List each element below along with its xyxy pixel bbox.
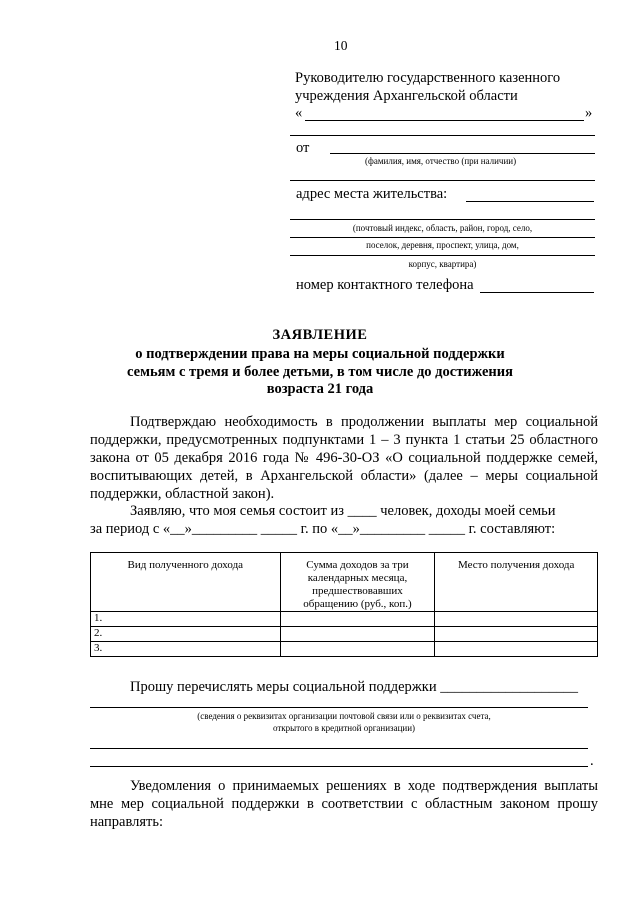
header-income-type: Вид полученного дохода <box>91 553 281 612</box>
quote-open: « <box>295 105 303 121</box>
transfer-hint-1: (сведения о реквизитах организации почтовой связи или о реквизитах счета, <box>197 711 491 721</box>
table-cell[interactable] <box>280 642 435 657</box>
addressee-underline <box>290 135 595 136</box>
address-hint-1: (почтовый индекс, область, район, город, село, <box>352 223 533 233</box>
title-line-2: семьям с тремя и более детьми, в том числе до достижения <box>127 364 513 380</box>
table-cell[interactable] <box>435 612 598 627</box>
address-line-1[interactable] <box>466 201 594 202</box>
transfer-details-line-3[interactable] <box>90 766 588 767</box>
transfer-hint-2: открытого в кредитной организации) <box>272 723 416 733</box>
table-cell[interactable] <box>280 627 435 642</box>
income-table <box>90 552 598 657</box>
transfer-details-line-1[interactable] <box>90 707 588 708</box>
from-name-line[interactable] <box>330 153 595 154</box>
transfer-details-line-2[interactable] <box>90 748 588 749</box>
table-cell[interactable] <box>435 627 598 642</box>
institution-name-line[interactable] <box>305 120 584 121</box>
document-title: ЗАЯВЛЕНИЕ <box>272 327 368 343</box>
title-line-1: о подтверждении права на меры социальной поддержки <box>135 346 505 362</box>
address-hint-3: корпус, квартира) <box>408 259 477 269</box>
transfer-request: Прошу перечислять меры социальной поддержки ___________________ <box>130 679 578 695</box>
header-income-sum: Сумма доходов за три календарных месяца, предшествовавших обращению (руб., коп.) <box>280 553 435 612</box>
table-cell[interactable] <box>280 612 435 627</box>
phone-line[interactable] <box>480 292 594 293</box>
address-line-4[interactable] <box>290 255 595 256</box>
table-cell[interactable] <box>435 642 598 657</box>
transfer-end-dot: . <box>590 753 594 769</box>
page-number: 10 <box>334 38 348 53</box>
notification-paragraph: Уведомления о принимаемых решениях в ходе подтверждения выплаты мне мер социальной поддержки в соответствии с областным законом прошу направлять: <box>90 778 598 830</box>
income-period-line: за период с «__»_________ _____ г. по «__»_________ _____ г. составляют: <box>90 521 556 537</box>
from-hint: (фамилия, имя, отчество (при наличии) <box>365 156 517 166</box>
row-number[interactable]: 2. <box>91 627 281 642</box>
addressee-line-1: Руководителю государственного казенного <box>295 70 561 86</box>
header-income-place: Место получения дохода <box>435 553 598 612</box>
row-number[interactable]: 1. <box>91 612 281 627</box>
title-line-3: возраста 21 года <box>266 381 374 397</box>
row-number[interactable]: 3. <box>91 642 281 657</box>
phone-label: номер контактного телефона <box>296 277 474 293</box>
family-size-line: Заявляю, что моя семья состоит из ____ человек, доходы моей семьи <box>130 503 556 519</box>
quote-close: » <box>585 105 593 121</box>
addressee-line-2: учреждения Архангельской области <box>295 88 518 104</box>
from-label: от <box>296 140 310 156</box>
table-header-row <box>91 553 598 612</box>
paragraph-confirmation: Подтверждаю необходимость в продолжении выплаты мер социальной поддержки, предусмотренных подпунктами 1 – 3 пункта 1 статьи 25 областного закона от 05 декабря 2016 года № 496-30-ОЗ «О социальной поддержке семей, воспитывающих детей, в Архангельской области» (далее – меры социальной поддержки, областной закон). <box>90 414 598 502</box>
address-label: адрес места жительства: <box>296 186 448 202</box>
table-row <box>91 642 598 657</box>
address-hint-2: поселок, деревня, проспект, улица, дом, <box>366 240 519 250</box>
address-line-2[interactable] <box>290 219 595 220</box>
table-row <box>91 627 598 642</box>
address-line-3[interactable] <box>290 237 595 238</box>
from-extra-line <box>290 180 595 181</box>
table-row <box>91 612 598 627</box>
